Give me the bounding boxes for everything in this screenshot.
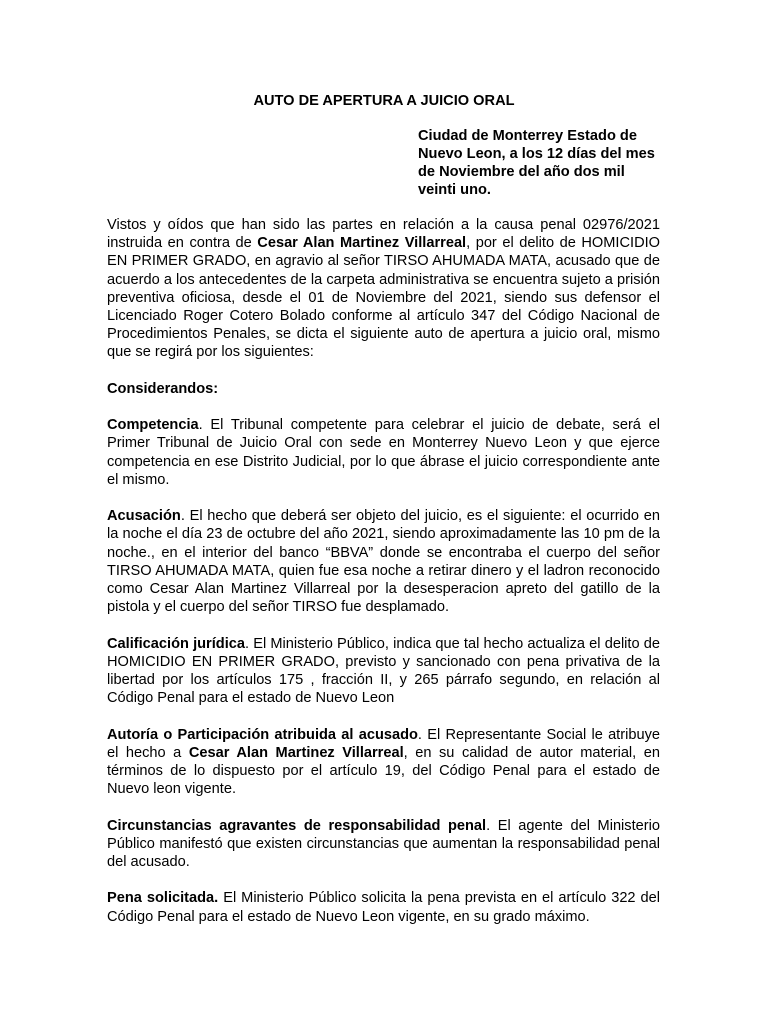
intro-paragraph (107, 216, 660, 362)
place-date-text: Ciudad de Monterrey Estado de Nuevo Leon, a los 12 días del mes de Noviembre del año dos mil veinti uno (418, 128, 655, 198)
acusacion-text: . El hecho que deberá ser objeto del juicio, es el siguiente: el ocurrido en la noche el día 23 de octubre del año 2021, siendo aproximadamente las 10 pm de la noche., en el interior del banco “BBVA” donde se encontraba el cuerpo del señor TIRSO AHUMADA MATA, quien fue esa noche a retirar dinero y el ladron reconocido como Cesar Alan Martinez Villarreal por la desesperacion apreto del gatillo de la pistola y el cuerpo del señor TIRSO fue desplamado. (107, 508, 660, 616)
intro-text-1: Vistos y oídos que han sido las partes en relación a la causa penal 02976/2021 instruida en contra de (107, 217, 660, 252)
document-title (0, 92, 768, 110)
circunstancias-label: Circunstancias agravantes de responsabilidad penal (107, 817, 487, 834)
pena-label: Pena solicitada. (107, 890, 219, 907)
acusacion-paragraph (107, 507, 660, 616)
calificacion-text: . El Ministerio Público, indica que tal hecho actualiza el delito de HOMICIDIO EN PRIMER GRADO, previsto y sancionado con pena privativa de la libertad por los artículos 175 , fracción II, y 265 párrafo segundo, en relación al Código Penal para el estado de Nuevo Leon (107, 635, 661, 707)
pena-text: El Ministerio Público solicita la pena prevista en el artículo 322 del Código Penal para el estado de Nuevo Leon vigente, en su grado máximo. (107, 890, 660, 925)
considerandos-heading (107, 380, 660, 398)
competencia-paragraph (107, 416, 660, 489)
competencia-label: Competencia (107, 417, 199, 434)
autoria-label: Autoría o Participación atribuida al acusado (107, 726, 418, 743)
autoria-paragraph (107, 726, 660, 799)
acusacion-label: Acusación (107, 508, 181, 525)
document-body (107, 216, 660, 944)
place-date-end: . (486, 182, 491, 198)
autoria-text-2: , en su calidad de autor material, en términos de lo dispuesto por el artículo 19, del Código Penal para el estado de Nuevo leon vigente. (107, 744, 660, 798)
circunstancias-text: . El agente del Ministerio Público manifestó que existen circunstancias que aumentan la responsabilidad penal del acusado. (107, 817, 660, 871)
competencia-text: . El Tribunal competente para celebrar el juicio de debate, será el Primer Tribunal de Juicio Oral con sede en Monterrey Nuevo Leon y que ejerce competencia en ese Distrito Judicial, por lo que ábrase el juicio correspondiente ante el mismo. (107, 417, 660, 488)
place-date (418, 127, 658, 199)
autoria-text-1: . El Representante Social le atribuye el hecho a (107, 726, 660, 761)
accused-name: Cesar Alan Martinez Villarreal (257, 235, 467, 252)
pena-paragraph (107, 889, 660, 925)
calificacion-paragraph (107, 635, 660, 708)
autoria-accused-name: Cesar Alan Martinez Villarreal (188, 744, 404, 761)
considerandos-heading-text: Considerandos: (107, 380, 219, 397)
circunstancias-paragraph (107, 817, 660, 872)
document-title-text: AUTO DE APERTURA A JUICIO ORAL (253, 93, 515, 109)
intro-text-2: , por el delito de HOMICIDIO EN PRIMER GRADO, en agravio al señor TIRSO AHUMADA MATA, acusado que de acuerdo a los antecedentes de la carpeta administrativa se encuentra sujeto a prisión preventiva oficiosa, desde el 01 de Noviembre del 2021, siendo sus defensor el Licenciado Roger Cotero Bolado conforme al artículo 347 del Código Nacional de Procedimientos Penales, se dicta el siguiente auto de apertura a juicio oral, mismo que se regirá por los siguientes: (107, 235, 661, 361)
calificacion-label: Calificación jurídica (107, 635, 245, 652)
